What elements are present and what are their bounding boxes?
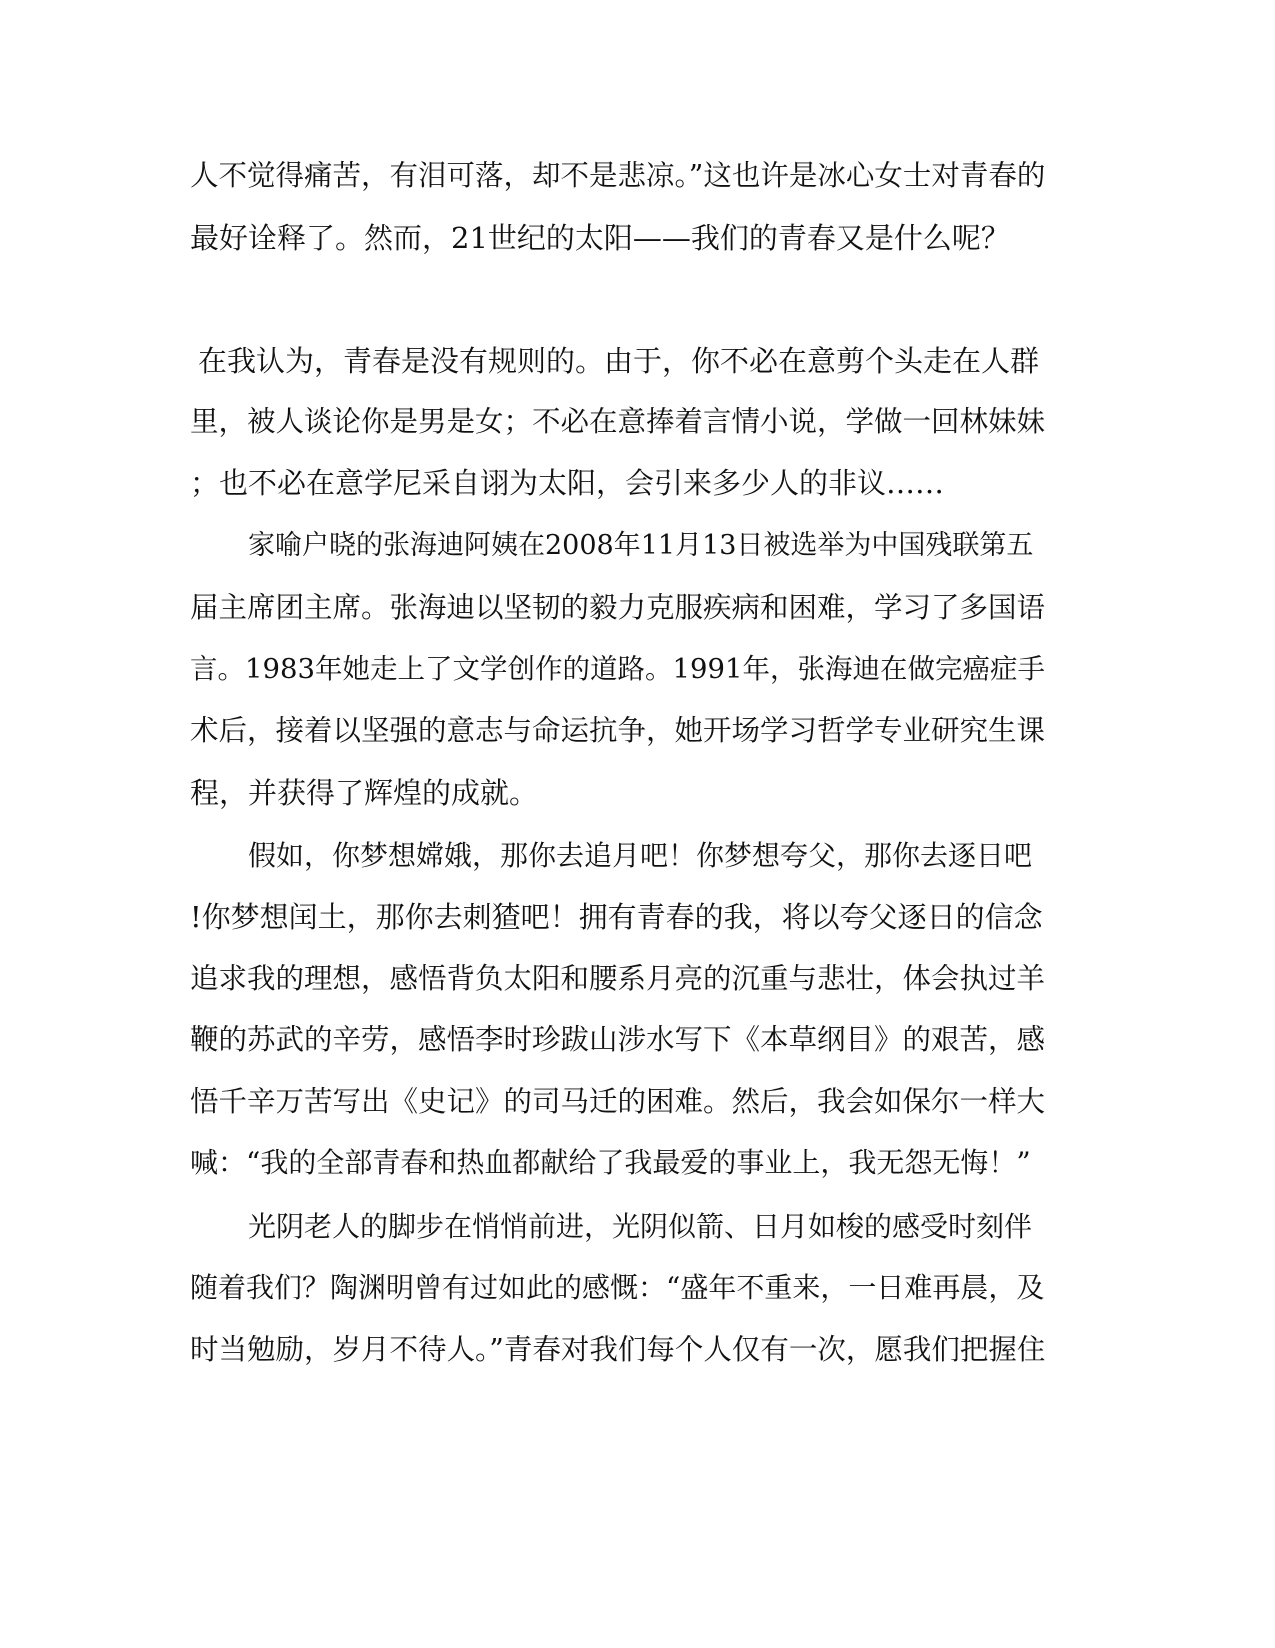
text-line: 人不觉得痛苦，有泪可落，却不是悲凉。”这也许是冰心女士对青春的 — [190, 159, 1046, 192]
text-line: 假如，你梦想嫦娥，那你去追月吧！你梦想夸父，那你去逐日吧 — [248, 839, 1033, 872]
text-line: 追求我的理想，感悟背负太阳和腰系月亮的沉重与悲壮，体会执过羊 — [190, 962, 1046, 995]
text-line: 随着我们？陶渊明曾有过如此的感慨：“盛年不重来，一日难再晨，及 — [190, 1271, 1045, 1304]
text-line: 光阴老人的脚步在悄悄前进，光阴似箭、日月如梭的感受时刻伴 — [248, 1210, 1033, 1243]
text-line: 术后，接着以坚强的意志与命运抗争，她开场学习哲学专业研究生课 — [190, 714, 1046, 747]
text-line: 在我认为，青春是没有规则的。由于，你不必在意剪个头走在人群 — [198, 344, 1040, 378]
text-line: 家喻户晓的张海迪阿姨在2008年11月13日被选举为中国残联第五 — [248, 530, 1034, 561]
text-line: ；也不必在意学尼采自诩为太阳，会引来多少人的非议…… — [190, 466, 945, 500]
text-line: 喊：“我的全部青春和热血都献给了我最爱的事业上，我无怨无悔！” — [190, 1146, 1031, 1179]
text-line: 时当勉励，岁月不待人。”青春对我们每个人仅有一次，愿我们把握住 — [190, 1333, 1046, 1366]
text-line: 程，并获得了辉煌的成就。 — [190, 776, 539, 810]
text-line: 最好诠释了。然而，21世纪的太阳——我们的青春又是什么呢？ — [190, 221, 1010, 255]
text-line: 悟千辛万苦写出《史记》的司马迁的困难。然后，我会如保尔一样大 — [190, 1085, 1046, 1118]
text-line: 里，被人谈论你是男是女；不必在意捧着言情小说，学做一回林妹妹 — [190, 405, 1046, 438]
text-line: 届主席团主席。张海迪以坚韧的毅力克服疾病和困难，学习了多国语 — [190, 591, 1046, 624]
text-line: 言。1983年她走上了文学创作的道路。1991年，张海迪在做完癌症手 — [190, 653, 1045, 685]
text-line: 鞭的苏武的辛劳，感悟李时珍跋山涉水写下《本草纲目》的艰苦，感 — [190, 1023, 1046, 1056]
text-line: !你梦想闰土，那你去刺猹吧！拥有青春的我，将以夸父逐日的信念 — [190, 900, 1043, 934]
